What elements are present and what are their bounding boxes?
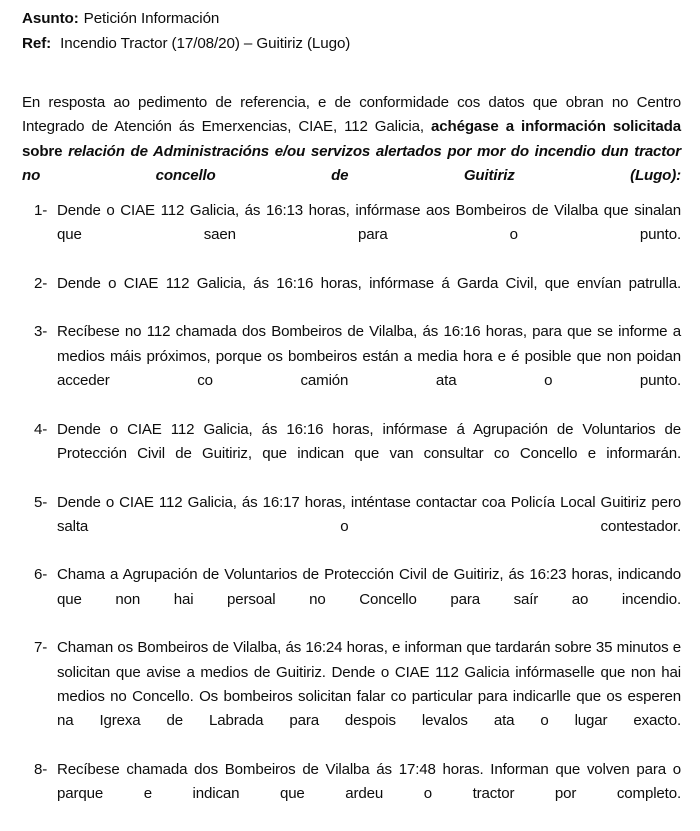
subject-line bbox=[22, 6, 682, 31]
list-item bbox=[0, 418, 700, 491]
list-item bbox=[0, 758, 700, 831]
list-item-text: Dende o CIAE 112 Galicia, ás 16:13 horas, infórmase aos Bombeiros de Vilalba que sinalan que saen para o punto. bbox=[57, 202, 681, 244]
intro-text-bold: achégase a información solicitada sobre bbox=[22, 118, 681, 160]
list-item bbox=[0, 272, 700, 321]
list-item-text: Dende o CIAE 112 Galicia, ás 16:16 horas, infórmase á Agrupación de Voluntarios de Protección Civil de Guitiriz, que indican que van consultar co Concello e informarán. bbox=[57, 420, 681, 462]
intro-text-plain: En resposta ao pedimento de referencia, e de conformidade cos datos que obran no Centro Integrado de Atención ás Emerxencias, CIAE, 112 Galicia, bbox=[22, 94, 681, 136]
list-item-marker: 3- bbox=[34, 323, 48, 341]
list-item-marker: 4- bbox=[34, 420, 48, 438]
list-item-marker: 8- bbox=[34, 760, 48, 778]
incident-log-list bbox=[0, 199, 700, 831]
list-item bbox=[0, 636, 700, 757]
list-item-text: Dende o CIAE 112 Galicia, ás 16:17 horas, inténtase contactar coa Policía Local Guitiriz pero salta o contestador. bbox=[57, 493, 681, 535]
document-header bbox=[22, 6, 682, 56]
reference-label: Ref: bbox=[22, 35, 52, 52]
intro-text-bold-italic: relación de Administracións e/ou servizos alertados por mor do incendio dun tractor no concello de Guitiriz (Lugo): bbox=[22, 142, 681, 184]
list-item bbox=[0, 491, 700, 564]
list-item bbox=[0, 563, 700, 636]
list-item-text: Recíbese chamada dos Bombeiros de Vilalba ás 17:48 horas. Informan que volven para o parque e indican que ardeu o tractor por completo. bbox=[57, 760, 681, 803]
list-item-marker: 6- bbox=[34, 566, 48, 584]
list-item-text: Recíbese no 112 chamada dos Bombeiros de Vilalba, ás 16:16 horas, para que se informe a medios máis próximos, porque os bombeiros están a media hora e é posible que non poidan acceder co camión ata o punto. bbox=[57, 323, 681, 390]
list-item-text: Chaman os Bombeiros de Vilalba, ás 16:24 horas, e informan que tardarán sobre 35 minutos e solicitan que avise a medios de Guitiriz. Dende o CIAE 112 Galicia infórmaselle que non hai medios no Concello. Os bombeiros solicitan falar co particular para indicarlle que os esperen na Igrexa de Labrada para despois levalos ata o lugar exacto. bbox=[57, 639, 681, 730]
subject-value: Petición Información bbox=[83, 10, 220, 27]
list-item-marker: 1- bbox=[34, 202, 48, 219]
intro-paragraph bbox=[22, 91, 681, 212]
list-item bbox=[0, 320, 700, 417]
reference-line bbox=[22, 31, 682, 56]
list-item-marker: 7- bbox=[34, 639, 48, 657]
list-item-text: Dende o CIAE 112 Galicia, ás 16:16 horas, infórmase á Garda Civil, que envían patrulla. bbox=[57, 274, 681, 292]
reference-value: Incendio Tractor (17/08/20) – Guitiriz (Lugo) bbox=[60, 35, 351, 52]
list-item bbox=[0, 199, 700, 272]
list-item-text: Chama a Agrupación de Voluntarios de Protección Civil de Guitiriz, ás 16:23 horas, indicando que non hai persoal no Concello para saír ao incendio. bbox=[57, 566, 681, 608]
list-item-marker: 2- bbox=[34, 274, 48, 292]
list-item-marker: 5- bbox=[34, 493, 48, 511]
subject-label: Asunto: bbox=[22, 10, 79, 27]
